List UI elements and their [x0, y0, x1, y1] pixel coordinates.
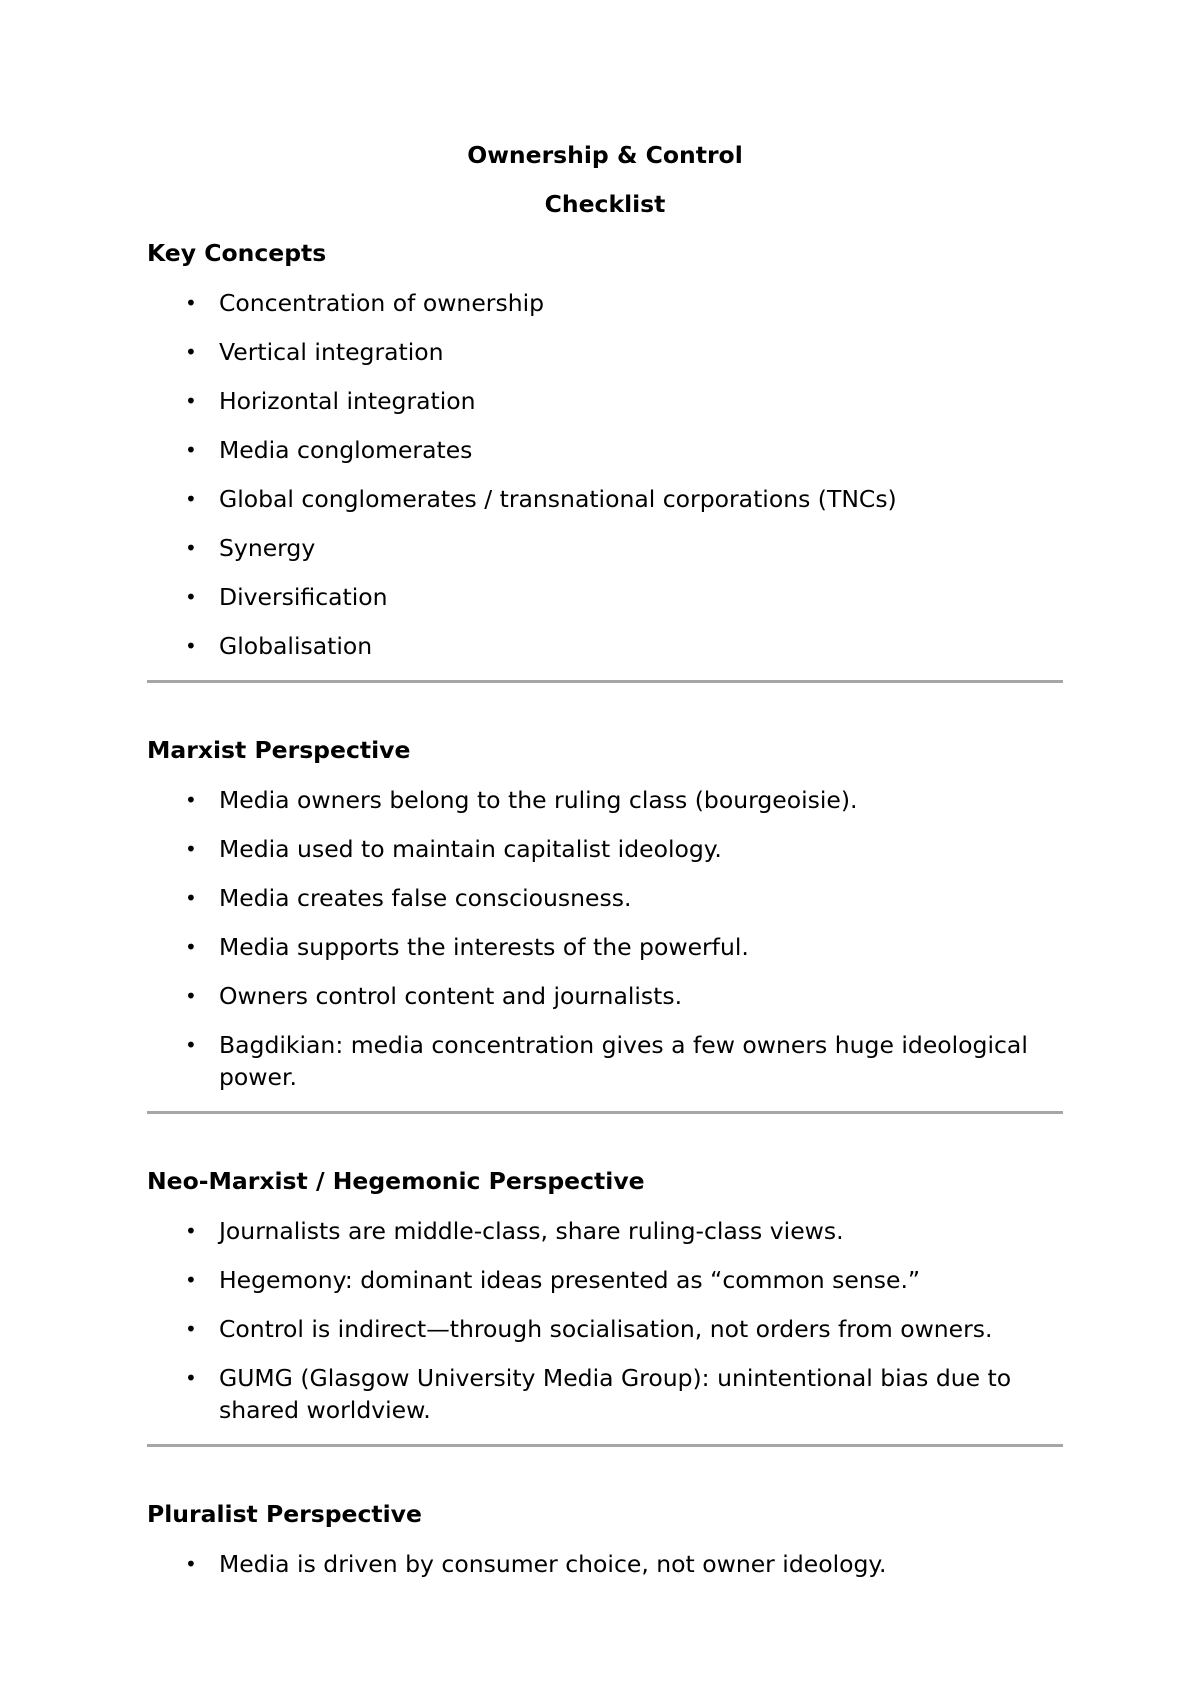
list-item	[147, 532, 1063, 564]
bullet-icon: •	[185, 984, 197, 1008]
list-item	[147, 784, 1063, 816]
list-item	[147, 980, 1063, 1012]
bullet-icon: •	[185, 935, 197, 959]
section-heading: Key Concepts	[147, 239, 327, 267]
list-item-text: Media is driven by consumer choice, not owner ideology.	[219, 1550, 887, 1578]
bullet-icon: •	[185, 1366, 197, 1390]
bullet-icon: •	[185, 837, 197, 861]
section-divider	[147, 1111, 1063, 1114]
list-item-text: Media owners belong to the ruling class (bourgeoisie).	[219, 786, 858, 814]
section-marxist-perspective	[147, 735, 1063, 1093]
list-item	[147, 1264, 1063, 1296]
list-item-text: Vertical integration	[219, 338, 444, 366]
list-item-text: Horizontal integration	[219, 387, 476, 415]
document-title: Ownership & Control	[467, 141, 743, 169]
list-item	[147, 1029, 1063, 1093]
section-pluralist-perspective	[147, 1499, 1063, 1580]
bullet-list	[147, 784, 1063, 1093]
list-item-text: Media used to maintain capitalist ideology.	[219, 835, 722, 863]
bullet-icon: •	[185, 788, 197, 812]
bullet-icon: •	[185, 1219, 197, 1243]
section-divider	[147, 1444, 1063, 1447]
list-item-text: Concentration of ownership	[219, 289, 545, 317]
list-item	[147, 1548, 1063, 1580]
list-item-text: Diversification	[219, 583, 388, 611]
bullet-icon: •	[185, 389, 197, 413]
bullet-icon: •	[185, 438, 197, 462]
list-item	[147, 336, 1063, 368]
bullet-icon: •	[185, 585, 197, 609]
list-item-text: Synergy	[219, 534, 316, 562]
list-item-text: Bagdikian: media concentration gives a few owners huge ideological power.	[219, 1031, 1028, 1091]
list-item	[147, 434, 1063, 466]
bullet-icon: •	[185, 340, 197, 364]
list-item	[147, 1313, 1063, 1345]
list-item	[147, 483, 1063, 515]
section-heading: Neo-Marxist / Hegemonic Perspective	[147, 1167, 645, 1195]
document-subtitle: Checklist	[544, 190, 666, 218]
section-neo-marxist-perspective	[147, 1166, 1063, 1426]
list-item-text: Global conglomerates / transnational corporations (TNCs)	[219, 485, 897, 513]
bullet-list	[147, 1548, 1063, 1580]
bullet-list	[147, 287, 1063, 662]
section-heading: Pluralist Perspective	[147, 1500, 422, 1528]
list-item-text: Globalisation	[219, 632, 373, 660]
list-item-text: Media conglomerates	[219, 436, 473, 464]
bullet-icon: •	[185, 1552, 197, 1576]
list-item-text: GUMG (Glasgow University Media Group): unintentional bias due to shared worldview.	[219, 1364, 1012, 1424]
bullet-icon: •	[185, 886, 197, 910]
section-key-concepts	[147, 238, 1063, 662]
bullet-icon: •	[185, 1317, 197, 1341]
list-item-text: Journalists are middle-class, share ruling-class views.	[219, 1217, 844, 1245]
list-item	[147, 385, 1063, 417]
bullet-icon: •	[185, 1268, 197, 1292]
list-item-text: Media creates false consciousness.	[219, 884, 632, 912]
section-heading: Marxist Perspective	[147, 736, 411, 764]
bullet-icon: •	[185, 487, 197, 511]
list-item	[147, 630, 1063, 662]
list-item	[147, 581, 1063, 613]
section-divider	[147, 680, 1063, 683]
list-item-text: Hegemony: dominant ideas presented as “common sense.”	[219, 1266, 921, 1294]
bullet-list	[147, 1215, 1063, 1426]
list-item	[147, 1362, 1063, 1426]
list-item	[147, 1215, 1063, 1247]
list-item	[147, 931, 1063, 963]
bullet-icon: •	[185, 291, 197, 315]
list-item	[147, 882, 1063, 914]
bullet-icon: •	[185, 634, 197, 658]
bullet-icon: •	[185, 1033, 197, 1057]
list-item-text: Owners control content and journalists.	[219, 982, 683, 1010]
list-item-text: Control is indirect—through socialisation, not orders from owners.	[219, 1315, 993, 1343]
bullet-icon: •	[185, 536, 197, 560]
list-item	[147, 833, 1063, 865]
list-item-text: Media supports the interests of the powerful.	[219, 933, 749, 961]
list-item	[147, 287, 1063, 319]
document-page	[147, 140, 1063, 1580]
